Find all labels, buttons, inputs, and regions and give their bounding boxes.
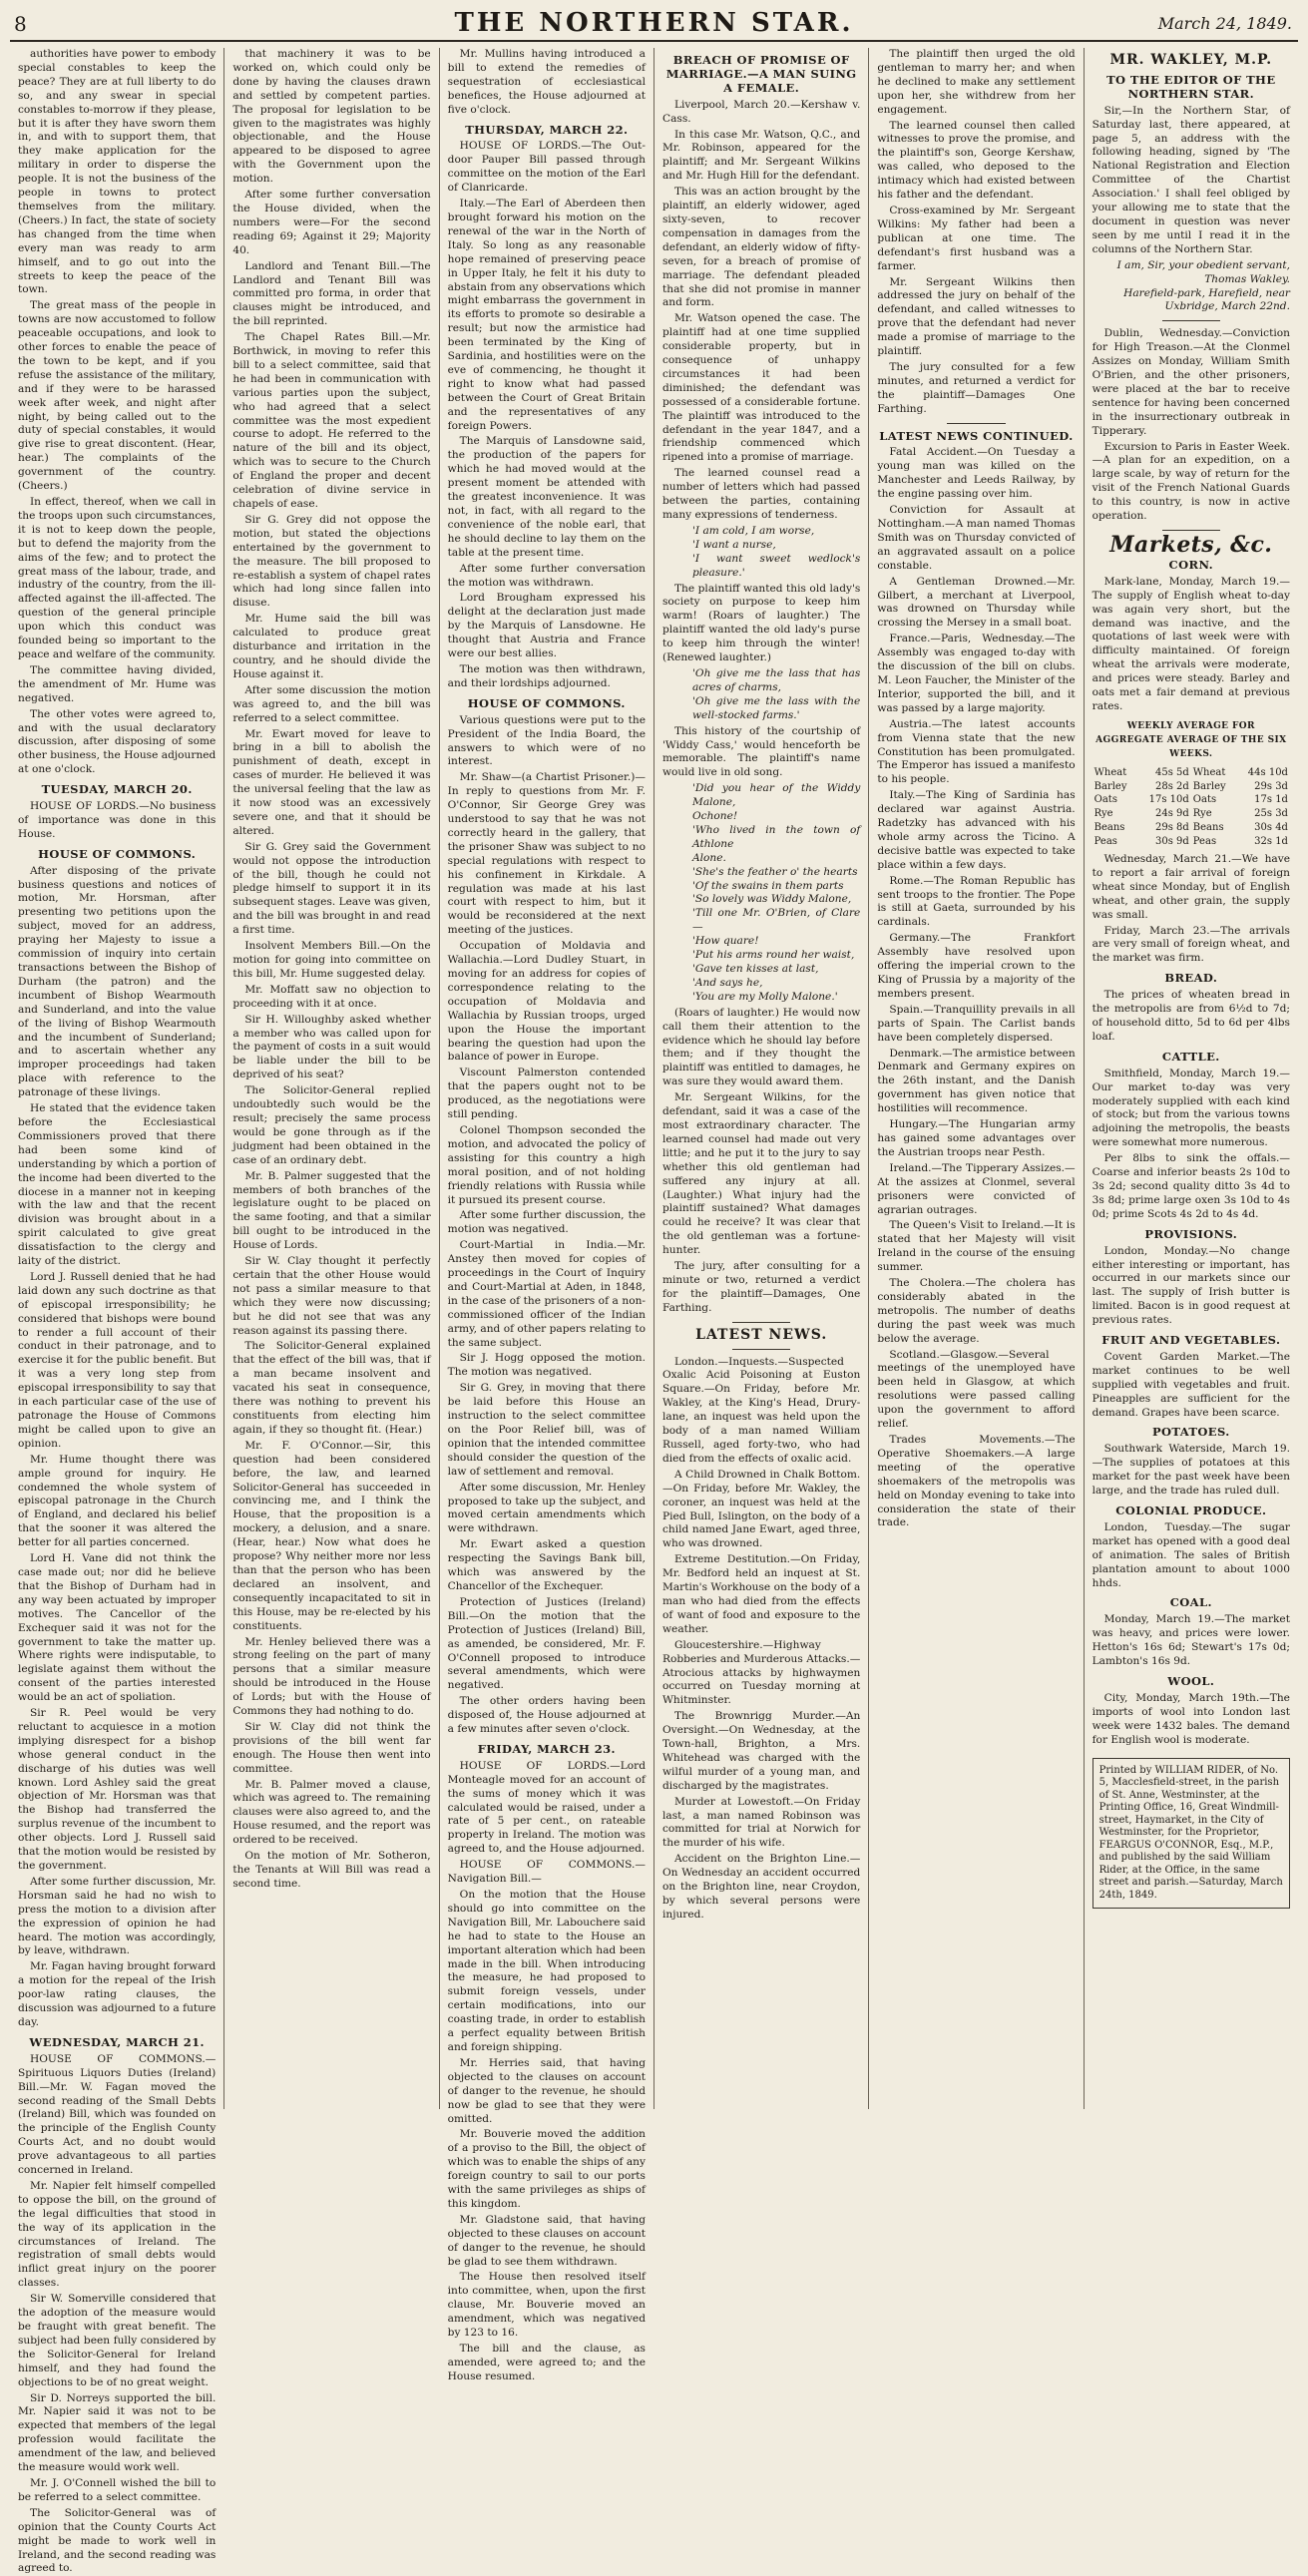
paragraph: Spain.—Tranquillity prevails in all parts of Spain. The Carlist bands have been completely dispersed. xyxy=(877,1003,1076,1044)
table-cell: 32s 1d xyxy=(1254,836,1288,848)
page-number: 8 xyxy=(14,12,27,36)
paragraph: The committee having divided, the amendment of Mr. Hume was negatived. xyxy=(18,663,217,704)
verse-line: 'Till one Mr. O'Brien, of Clare— xyxy=(691,907,861,934)
paragraph: Mr. Napier felt himself compelled to oppose the bill, on the ground of the legal difficulties that stood in the way of its application in the circumstances of Ireland. The registration of small debts would inflict great injury on the poorer classes. xyxy=(18,2179,217,2290)
verse-line: Alone. xyxy=(691,851,726,864)
table-cell: Beans xyxy=(1093,822,1125,834)
article-heading: BREACH OF PROMISE OF MARRIAGE.—A MAN SUING A FEMALE. xyxy=(665,53,857,95)
paragraph: The other votes were agreed to, and with the usual declaratory discussion, after disposing of some other business, the House adjourned at one o'clock. xyxy=(18,707,217,776)
paragraph: Scotland.—Glasgow.—Several meetings of the unemployed have been held in Glasgow, at which resolutions were passed calling upon the government to afford relief. xyxy=(877,1348,1076,1431)
article-heading: MR. WAKLEY, M.P. xyxy=(1109,52,1273,68)
paragraph: London, Tuesday.—The sugar market has opened with a good deal of animation. The sales of British plantation amount to about 1000 hhds. xyxy=(1091,1520,1290,1589)
paragraph: The bill and the clause, as amended, were agreed to; and the House resumed. xyxy=(447,2343,646,2382)
paragraph: The plaintiff wanted this old lady's society on purpose to keep him warm! (Roars of laughter.) The plaintiff wanted the old lady's purse to keep him through the winter! (Renewed laughter.) xyxy=(661,582,861,664)
paragraph: This was an action brought by the plaintiff, an elderly widower, aged sixty-seven, to recover compensation in damages from the defendant, an elderly widow of fifty-seven, for a breach of promise of marriage. The defendant pleaded that she did not promise in manner and form. xyxy=(661,186,861,309)
column-4 xyxy=(654,48,868,2109)
verse-line: 'Did you hear of the Widdy Malone, xyxy=(691,782,861,809)
column-1 xyxy=(10,48,223,2575)
paragraph: Mr. Hume said the bill was calculated to produce great disturbance and irritation in the country, and he should divide the House against it. xyxy=(232,613,431,680)
masthead xyxy=(10,8,1298,42)
paragraph: HOUSE OF COMMONS.—Spirituous Liquors Duties (Ireland) Bill.—Mr. W. Fagan moved the second reading of the Small Debts (Ireland) Bill, which was founded on the principle of the English County Courts Act, and no doubt would prove advantageous to all parties concerned in Ireland. xyxy=(18,2052,217,2177)
paragraph: Extreme Destitution.—On Friday, Mr. Bedford held an inquest at St. Martin's Workhouse on the body of a man who had died from the effects of want of food and exposure to the weather. xyxy=(661,1553,861,1635)
letter-body: Sir,—In the Northern Star, of Saturday last, there appeared, at page 5, an address with the following heading, signed by 'The National Registration and Election Committee of the Chartist Association.' I shall feel obliged by your allowing me to state that the document in question was never seen by me until I read it in the columns of the Northern Star. xyxy=(1091,104,1290,255)
section-heading: LATEST NEWS. xyxy=(695,1326,828,1343)
issue-date: March 24, 1849. xyxy=(1157,14,1292,33)
paragraph: On the motion of Mr. Sotheron, the Tenants at Will Bill was read a second time. xyxy=(232,1850,431,1890)
paragraph: Sir R. Peel would be very reluctant to acquiesce in a motion implying disrespect for a bishop whose general conduct in the discharge of his duties was well known. Lord Ashley said the great objection of Mr. Horsman was that the Bishop had transferred the surplus revenue of the incumbent to other objects. Lord J. Russell said that the motion would be resisted by the government. xyxy=(18,1707,217,1872)
paragraph: The other orders having been disposed of, the House adjourned at a few minutes after seven o'clock. xyxy=(447,1695,646,1736)
newspaper-title: THE NORTHERN STAR. xyxy=(454,8,854,38)
paragraph: authorities have power to embody special constables to keep the peace? They are at full liberty to do so, and any swear in special constables to-morrow if they please, but it is after they have sworn them in, and with to support them, that they make application for the military in order to disperse the people. It is not the business of the people in towns to protect themselves from the military. (Cheers.) In fact, the state of society has changed from the time when every man was ready to arm himself, and to go out into the streets to keep the peace of the town. xyxy=(18,48,217,296)
paragraph: Cross-examined by Mr. Sergeant Wilkins: My father had been a publican at one time. The defendant's first husband was a farmer. xyxy=(877,204,1076,272)
paragraph: Mr. Mullins having introduced a bill to extend the remedies of sequestration of ecclesiastical benefices, the House adjourned at five o'clock. xyxy=(447,48,646,116)
columns xyxy=(10,48,1298,2575)
paragraph: Sir W. Clay thought it perfectly certain that the other House would not pass a similar measure to that which they were now discussing; but he did not see that was any reason against its passing there. xyxy=(232,1255,431,1337)
paragraph: The learned counsel then called witnesses to prove the promise, and the plaintiff's son, George Kershaw, was called, who deposed to the intimacy which had existed between his father and the defendant. xyxy=(877,119,1076,202)
printer-imprint: Printed by WILLIAM RIDER, of No. 5, Macclesfield-street, in the parish of St. Anne, Westminster, at the Printing Office, 16, Great Windmill-street, Haymarket, in the City of Westminster, for the Proprietor, FEARGUS O'CONNOR, Esq., M.P., and published by the said William Rider, at the Office, in the same street and parish.—Saturday, March 24th, 1849. xyxy=(1092,1758,1290,1910)
divider xyxy=(732,1349,790,1350)
paragraph: Mr. Sergeant Wilkins then addressed the jury on behalf of the defendant, and called witnesses to prove that the defendant had never made a promise of marriage to the plaintiff. xyxy=(877,275,1076,358)
paragraph: Mr. B. Palmer suggested that the members of both branches of the legislature ought to be placed on the same footing, and that a similar bill ought to be introduced in the House of Lords. xyxy=(232,1169,431,1252)
verse-line: 'I am cold, I am worse, xyxy=(691,524,815,537)
paragraph: Ireland.—The Tipperary Assizes.—At the assizes at Clonmel, several prisoners were convicted of agrarian outrages. xyxy=(877,1161,1076,1216)
paragraph: Sir W. Clay did not think the provisions of the bill went far enough. The House then went into committee. xyxy=(232,1720,431,1775)
paragraph: The Solicitor-General replied undoubtedly such would be the result; precisely the same process would be gone through as if the judgment had been obtained in the case of an ordinary debt. xyxy=(232,1084,431,1166)
divider xyxy=(1162,320,1220,321)
verse-line: 'Who lived in the town of Athlone xyxy=(691,823,861,850)
paragraph: In this case Mr. Watson, Q.C., and Mr. Robinson, appeared for the plaintiff; and Mr. Sergeant Wilkins and Mr. Hugh Hill for the defendant. xyxy=(661,128,861,183)
paragraph: (Roars of laughter.) He would now call them their attention to the evidence which he should lay before them; and if they thought the plaintiff was entitled to damages, he was sure they would award them. xyxy=(661,1006,861,1088)
section-heading: WEDNESDAY, MARCH 21. xyxy=(29,2034,205,2049)
paragraph: Excursion to Paris in Easter Week.—A plan for an expedition, on a large scale, by way of return for the visit of the French National Guards to this country, is now in active operation. xyxy=(1091,440,1290,523)
verse-line: 'Oh give me the lass with the well-stocked farms.' xyxy=(691,694,861,721)
table-row xyxy=(1092,835,1290,849)
paragraph: City, Monday, March 19th.—The imports of wool into London last week were 1432 bales. The demand for English wool is moderate. xyxy=(1091,1691,1290,1746)
paragraph: France.—Paris, Wednesday.—The Assembly was engaged to-day with the discussion of the bill on clubs. M. Leon Faucher, the Minister of the Interior, supported the bill, and it was passed by a large majority. xyxy=(877,633,1076,714)
paragraph: The prices of wheaten bread in the metropolis are from 6½d to 7d; of household ditto, 5d to 6d per 4lbs loaf. xyxy=(1091,989,1290,1043)
verse-line: 'Oh give me the lass that has acres of charms, xyxy=(691,666,861,693)
paragraph: This history of the courtship of 'Widdy Cass,' would henceforth be memorable. The plaintiff's name would live in old song. xyxy=(661,724,861,779)
paragraph: He stated that the evidence taken before the Ecclesiastical Commissioners proved that there had been some kind of understanding by which a portion of the income had been diverted to the diocese in a manner not in keeping with the law and that the recent division was brought about in a spirit calculated to give great dissatisfaction to the clergy and laity of the district. xyxy=(18,1102,217,1268)
paragraph: Italy.—The Earl of Aberdeen then brought forward his motion on the renewal of the war in the North of Italy. So long as any reasonable hope remained of preserving peace in Upper Italy, he felt it his duty to abstain from any observations which might embarrass the government in its efforts to promote so desirable a result; but now the armistice had been terminated by the King of Sardinia, and hostilities were on the eve of commencing, he thought it right to know what had passed between the Court of Great Britain and the representatives of any foreign Powers. xyxy=(447,198,646,432)
paragraph: Occupation of Moldavia and Wallachia.—Lord Dudley Stuart, in moving for an address for copies of correspondence relating to the occupation of Moldavia and Wallachia by Russian troops, urged upon the House the important bearing the question had upon the balance of power in Europe. xyxy=(447,940,646,1064)
paragraph: Covent Garden Market.—The market continues to be well supplied with vegetables and fruit. Pineapples are sufficient for the demand. Grapes have been scarce. xyxy=(1091,1350,1290,1419)
verse-line: 'I want sweet wedlock's pleasure.' xyxy=(691,552,861,579)
paragraph: In effect, thereof, when we call in the troops upon such circumstances, it is not to keep down the people, but to defend the majority from the aims of the few; and to protect the great mass of the labour, trade, and industry of the country, from the ill-affected against the ill-affected. The question of the general principle upon which this conduct was founded being so important to the peace and welfare of the community. xyxy=(18,496,217,660)
paragraph: Mr. Ewart moved for leave to bring in a bill to abolish the punishment of death, except in cases of murder. He believed it was the universal feeling that the law as it now stood was an excessively severe one, and that it should be altered. xyxy=(232,727,431,837)
table-cell: 30s 4d xyxy=(1254,822,1288,834)
paragraph: HOUSE OF LORDS.—No business of importance was done in this House. xyxy=(18,800,217,840)
paragraph: The jury consulted for a few minutes, and returned a verdict for the plaintiff—Damages One Farthing. xyxy=(877,360,1076,415)
letter-address: Harefield-park, Harefield, near Uxbridge, March 22nd. xyxy=(1123,286,1290,313)
paragraph: Per 8lbs to sink the offals.—Coarse and inferior beasts 2s 10d to 3s 2d; second quality ditto 3s 4d to 3s 8d; prime large oxen 3s 10d to 4s 0d; prime Scots 4s 2d to 4s 4d. xyxy=(1091,1152,1290,1220)
section-heading: COLONIAL PRODUCE. xyxy=(1115,1503,1267,1517)
paragraph: The Marquis of Lansdowne said, the production of the papers for which he had moved would at the present moment be attended with the greatest inconvenience. It was not, in fact, with all regard to the convenience of the noble earl, that he should decline to lay them on the table at the present time. xyxy=(447,435,646,559)
table-row xyxy=(1092,780,1290,794)
table-cell: 28s 2d xyxy=(1154,780,1189,792)
paragraph: HOUSE OF LORDS.—The Out-door Pauper Bill passed through committee on the motion of the Earl of Clanricarde. xyxy=(447,140,646,195)
table-cell: Barley xyxy=(1192,780,1226,792)
table-cell: 17s 1d xyxy=(1254,794,1288,806)
paragraph: Liverpool, March 20.—Kershaw v. Cass. xyxy=(661,98,861,125)
paragraph: After some further discussion, Mr. Horsman said he had no wish to press the motion to a division after the expression of opinion he had heard. The motion was accordingly, by leave, withdrawn. xyxy=(18,1875,217,1957)
verse-line: 'Gave ten kisses at last, xyxy=(691,963,819,975)
paragraph: The jury, after consulting for a minute or two, returned a verdict for the plaintiff—Damages, One Farthing. xyxy=(661,1260,861,1314)
paragraph: Fatal Accident.—On Tuesday a young man was killed on the Manchester and Leeds Railway, by the engine passing over him. xyxy=(877,446,1076,501)
paragraph: Smithfield, Monday, March 19.—Our market to-day was very moderately supplied with each kind of stock; but from the various towns adjoining the metropolis, the beasts were somewhat more numerous. xyxy=(1091,1067,1290,1149)
paragraph: Mr. Shaw—(a Chartist Prisoner.)—In reply to questions from Mr. F. O'Connor, Sir George Grey was understood to say that he was not correctly heard in the gallery, that the prisoner Shaw was subject to no special regulations with respect to his confinement in Kirkdale. A regulation was made at his last court with respect to him, but it would be reconsidered at the next meeting of the justices. xyxy=(447,771,646,937)
verse-line: 'She's the feather o' the hearts xyxy=(691,865,858,878)
section-heading: CORN. xyxy=(1168,557,1214,572)
paragraph: Mr. Henley believed there was a strong feeling on the part of many persons that a similar measure should be introduced in the House of Lords; but with the House of Commons they had nothing to do. xyxy=(232,1635,431,1718)
paragraph: Sir J. Hogg opposed the motion. The motion was negatived. xyxy=(447,1352,646,1379)
paragraph: Protection of Justices (Ireland) Bill.—On the motion that the Protection of Justices (Ireland) Bill, as amended, be considered, Mr. F. O'Connell proposed to introduce several amendments, which were negatived. xyxy=(447,1595,646,1692)
paragraph: that machinery it was to be worked on, which could only be done by having the clauses drawn and settled by competent parties. The proposal for legislation to be given to the magistrates was highly objectionable, and the House appeared to be disposed to agree with the Government upon the motion. xyxy=(232,48,431,186)
verse-block xyxy=(692,667,860,723)
section-heading: THURSDAY, MARCH 22. xyxy=(465,122,629,137)
paragraph: Mr. Moffatt saw no objection to proceeding with it at once. xyxy=(232,983,431,1010)
paragraph: Colonel Thompson seconded the motion, and advocated the policy of assisting for this country a high moral position, and of not holding friendly relations with Russia while it pursued its present course. xyxy=(447,1123,646,1206)
verse-line: 'And says he, xyxy=(691,976,763,989)
paragraph: Mr. J. O'Connell wished the bill to be referred to a select committee. xyxy=(18,2476,217,2503)
paragraph: The Chapel Rates Bill.—Mr. Borthwick, in moving to refer this bill to a select committee, said that he had been in communication with various parties upon the subject, who had agreed that a select committee was the most expedient course to adopt. He referred to the nature of the bill and its object, which was to secure to the Church of England the proper and decent celebration of divine service in chapels of ease. xyxy=(232,331,431,510)
paragraph: The Solicitor-General explained that the effect of the bill was, that if a man became insolvent and vacated his seat in consequence, there was nothing to prevent his constituents from electing him again, if they so thought fit. (Hear.) xyxy=(232,1340,431,1436)
section-heading: CATTLE. xyxy=(1161,1049,1220,1064)
paragraph: A Child Drowned in Chalk Bottom.—On Friday, before Mr. Wakley, the coroner, an inquest was held at the Pied Bull, Islington, on the body of a child named Jane Ewart, aged three, who was drowned. xyxy=(661,1468,861,1550)
table-cell: 29s 3d xyxy=(1254,780,1288,792)
divider xyxy=(732,1322,790,1323)
paragraph: Mark-lane, Monday, March 19.—The supply of English wheat to-day was again very short, but the demand was inactive, and the quotations of last week were with difficulty maintained. Of foreign wheat the arrivals were moderate, and prices were steady. Barley and oats met a fair demand at previous rates. xyxy=(1091,575,1290,712)
paragraph: Trades Movements.—The Operative Shoemakers.—A large meeting of the operative shoemakers of the metropolis was held on Monday evening to take into consideration the state of their trade. xyxy=(877,1434,1076,1529)
paragraph: Southwark Waterside, March 19.—The supplies of potatoes at this market for the past week have been large, and the trade has ruled dull. xyxy=(1091,1443,1290,1498)
verse-line: Ochone! xyxy=(691,810,738,823)
paragraph: Friday, March 23.—The arrivals are very small of foreign wheat, and the market was firm. xyxy=(1091,924,1290,965)
table-cell: 44s 10d xyxy=(1247,766,1288,778)
paragraph: Mr. Watson opened the case. The plaintiff had at one time supplied considerable property, but in consequence of unhappy circumstances it had been diminished; the defendant was possessed of a considerable fortune. The plaintiff was introduced to the defendant in the year 1847, and a friendship commenced which ripened into a promise of marriage. xyxy=(661,312,861,464)
section-heading: HOUSE OF COMMONS. xyxy=(38,846,197,861)
verse-line: 'So lovely was Widdy Malone, xyxy=(691,893,852,906)
paragraph: The Solicitor-General was of opinion that the County Courts Act might be made to work well in Ireland, and the second reading was agreed to. xyxy=(18,2506,217,2575)
paragraph: Austria.—The latest accounts from Vienna state that the new Constitution has been promulgated. The Emperor has issued a manifesto to his people. xyxy=(877,717,1076,786)
paragraph: Hungary.—The Hungarian army has gained some advantages over the Austrian troops near Pesth. xyxy=(877,1118,1076,1158)
paragraph: Germany.—The Frankfort Assembly have resolved upon offering the imperial crown to the King of Prussia by a majority of the members present. xyxy=(877,932,1076,1000)
paragraph: The great mass of the people in towns are now accustomed to follow peaceable occupations, and look to other forces to enable the peace of the town to be kept, and if you refuse the assistance of the military, and if they were to be harassed week after week, and night after night, by being called out to the duty of special constables, it would give rise to great discontent. (Hear, hear.) The complaints of the government of the country. (Cheers.) xyxy=(18,299,217,493)
paragraph: The Queen's Visit to Ireland.—It is stated that her Majesty will visit Ireland in the course of the ensuing summer. xyxy=(877,1219,1076,1274)
paragraph: Conviction for Assault at Nottingham.—A man named Thomas Smith was on Thursday convicted of an aggravated assault on a police constable. xyxy=(877,504,1076,572)
divider xyxy=(947,423,1005,424)
paragraph: Mr. B. Palmer moved a clause, which was agreed to. The remaining clauses were also agreed to, and the House resumed, and the report was ordered to be received. xyxy=(232,1778,431,1847)
section-heading: Markets, &c. xyxy=(1109,532,1273,558)
table-cell: Beans xyxy=(1192,822,1224,834)
section-heading: LATEST NEWS CONTINUED. xyxy=(879,428,1074,443)
paragraph: Sir G. Grey did not oppose the motion, but stated the objections entertained by the government to the measure. The bill proposed to re-establish a system of chapel rates which had long since fallen into disuse. xyxy=(232,513,431,610)
verse-line: 'Put his arms round her waist, xyxy=(691,949,855,962)
section-heading: FRUIT AND VEGETABLES. xyxy=(1101,1333,1281,1348)
table-cell: 30s 9d xyxy=(1154,836,1189,848)
paragraph: The Brownrigg Murder.—An Oversight.—On Wednesday, at the Town-hall, Brighton, a Mrs. Whitehead was charged with the wilful murder of a young man, and discharged by the magistrates. xyxy=(661,1710,861,1792)
section-heading: BREAD. xyxy=(1164,971,1218,986)
verse-line: 'You are my Molly Malone.' xyxy=(691,990,838,1003)
paragraph: HOUSE OF COMMONS.—Navigation Bill.— xyxy=(447,1859,646,1886)
paragraph: Sir G. Grey said the Government would not oppose the introduction of the bill, though he could not pledge himself to support it in its subsequent stages. Leave was given, and the bill was brought in and read a first time. xyxy=(232,840,431,937)
column-5 xyxy=(868,48,1083,2109)
paragraph: After disposing of the private business questions and notices of motion, Mr. Horsman, after presenting two petitions upon the subject, moved for an address, praying her Majesty to issue a commission of inquiry into certain transactions between the Bishop of Durham (the patron) and the incumbent of Bishop Wearmouth and Sunderland, and into the value of the living of Bishop Wearmouth and the incumbent of Sunderland; and to ascertain whether any improper proceedings had taken place with reference to the patronage of these livings. xyxy=(18,864,217,1099)
paragraph: Mr. Gladstone said, that having objected to these clauses on account of danger to the revenue, he should be glad to see them withdrawn. xyxy=(447,2213,646,2268)
table-cell: 29s 8d xyxy=(1154,822,1189,834)
paragraph: London.—Inquests.—Suspected Oxalic Acid Poisoning at Euston Square.—On Friday, before Mr. Wakley, at the King's Head, Drury-lane, an inquest was held upon the body of a man named William Russell, aged forty-two, who had died from the effects of oxalic acid. xyxy=(661,1355,861,1465)
paragraph: Lord J. Russell denied that he had laid down any such doctrine as that of episcopal irresponsibility; he considered that bishops were bound to render a full account of their conduct in their patronage, and to exercise it for the public benefit. But it was a very long step from episcopal irresponsibility to say that in each particular case of the use of patronage the House of Commons might be called upon to give an opinion. xyxy=(18,1270,217,1450)
paragraph: Mr. Herries said, that having objected to the clauses on account of danger to the revenue, he should now be glad to see that they were omitted. xyxy=(447,2056,646,2125)
grain-averages-table xyxy=(1092,766,1290,849)
section-heading: POTATOES. xyxy=(1151,1425,1230,1440)
paragraph: Court-Martial in India.—Mr. Anstey then moved for copies of proceedings in the Court of Inquiry and Court-Martial at Aden, in 1848, in the case of the prisoners of a non-commissioned officer of the Indian army, and of other papers relating to the same subject. xyxy=(447,1239,646,1349)
paragraph: A Gentleman Drowned.—Mr. Gilbert, a merchant at Liverpool, was drowned on Thursday while crossing the Mersey in a small boat. xyxy=(877,575,1076,630)
paragraph: Accident on the Brighton Line.—On Wednesday an accident occurred on the Brighton line, near Croydon, by which several persons were injured. xyxy=(661,1853,861,1921)
table-cell: Wheat xyxy=(1192,766,1226,778)
table-caption: WEEKLY AVERAGE FOR AGGREGATE AVERAGE OF THE SIX WEEKS. xyxy=(1095,720,1287,759)
paragraph: The motion was then withdrawn, and their lordships adjourned. xyxy=(447,662,646,689)
table-cell: Peas xyxy=(1192,836,1217,848)
section-heading: TO THE EDITOR OF THE NORTHERN STAR. xyxy=(1106,72,1276,101)
paragraph: Sir W. Somerville considered that the adoption of the measure would be fraught with great benefit. The subject had been fully considered by the Solicitor-General for Ireland himself, and they had found the objections to be of no great weight. xyxy=(18,2293,217,2388)
table-cell: Peas xyxy=(1093,836,1117,848)
table-cell: Rye xyxy=(1192,808,1212,820)
paragraph: Lord Brougham expressed his delight at the declaration just made by the Marquis of Lansdowne. He thought that Austria and France were our best allies. xyxy=(447,592,646,660)
paragraph: Mr. Ewart asked a question respecting the Savings Bank bill, which was answered by the Chancellor of the Exchequer. xyxy=(447,1538,646,1592)
paragraph: Sir G. Grey, in moving that there be laid before this House an instruction to the select committee on the Poor Relief bill, was of opinion that the intended committee should consider the question of the law of settlement and removal. xyxy=(447,1382,646,1478)
paragraph: Mr. Sergeant Wilkins, for the defendant, said it was a case of the most extraordinary character. The learned counsel had made out very little; and he put it to the jury to say whether this old gentleman had suffered any injury at all. (Laughter.) What injury had the plaintiff sustained? What damages could he receive? It was clear that the old gentleman was a fortune-hunter. xyxy=(661,1091,861,1257)
paragraph: After some further discussion, the motion was negatived. xyxy=(447,1209,646,1236)
paragraph: Sir H. Willoughby asked whether a member who was called upon for the payment of costs in a suit would be liable under the bill to be deprived of his seat? xyxy=(232,1013,431,1081)
table-cell: Rye xyxy=(1093,808,1113,820)
paragraph: Insolvent Members Bill.—On the motion for going into committee on this bill, Mr. Hume suggested delay. xyxy=(232,940,431,980)
paragraph: Monday, March 19.—The market was heavy, and prices were lower. Hetton's 16s 6d; Stewart's 17s 0d; Lambton's 16s 9d. xyxy=(1091,1613,1290,1668)
divider xyxy=(1162,530,1220,531)
table-cell: Barley xyxy=(1093,780,1127,792)
paragraph: After some discussion the motion was agreed to, and the bill was referred to a select committee. xyxy=(232,683,431,724)
paragraph: Mr. Hume thought there was ample ground for inquiry. He condemned the whole system of episcopal patronage in the Church of England, and declared his belief that the sooner it was altered the better for all parties concerned. xyxy=(18,1453,217,1549)
verse-block xyxy=(692,525,860,581)
table-row xyxy=(1092,807,1290,821)
paragraph: Various questions were put to the President of the India Board, the answers to which were of no interest. xyxy=(447,713,646,768)
paragraph: Mr. Fagan having brought forward a motion for the repeal of the Irish poor-law rating clauses, the discussion was adjourned to a future day. xyxy=(18,1960,217,2028)
column-2 xyxy=(223,48,438,2109)
paragraph: Mr. Bouverie moved the addition of a proviso to the Bill, the object of which was to enable the ships of any foreign country to sail to our ports with the same privileges as ships of this kingdom. xyxy=(447,2128,646,2210)
paragraph: After some further conversation the House divided, when the numbers were—For the second reading 69; Against it 29; Majority 40. xyxy=(232,189,431,256)
paragraph: Lord H. Vane did not think the case made out; nor did he believe that the Bishop of Durham had in any way been actuated by improper motives. The Cancellor of the Exchequer said it was not for the government to take the matter up. Where rights were indisputable, to legislate against them without the consent of the parties interested would be an act of spoliation. xyxy=(18,1552,217,1704)
paragraph: Denmark.—The armistice between Denmark and Germany expires on the 26th instant, and the Danish government has given notice that hostilities will recommence. xyxy=(877,1047,1076,1115)
letter-closing: I am, Sir, your obedient servant, xyxy=(1116,258,1290,271)
column-6 xyxy=(1084,48,1298,2109)
paragraph: After some discussion, Mr. Henley proposed to take up the subject, and moved certain amendments which were withdrawn. xyxy=(447,1481,646,1535)
paragraph: Mr. F. O'Connor.—Sir, this question had been considered before, the law, and learned Solicitor-General has succeeded in convincing me, and I think the House, that the proposition is a mockery, a delusion, and a snare. (Hear, hear.) Now what does he propose? Why neither more nor less than that the person who has been declared an insolvent, and consequently incapacitated to sit in this House, may be re-elected by his constituents. xyxy=(232,1439,431,1632)
section-heading: HOUSE OF COMMONS. xyxy=(467,695,626,710)
table-cell: 45s 5d xyxy=(1154,766,1189,778)
table-cell: Oats xyxy=(1192,794,1217,806)
paragraph: The Cholera.—The cholera has considerably abated in the metropolis. The number of deaths during the past week was much below the average. xyxy=(877,1277,1076,1345)
table-cell: 24s 9d xyxy=(1154,808,1189,820)
paragraph: Rome.—The Roman Republic has sent troops to the frontier. The Pope is still at Gaeta, surrounded by his cardinals. xyxy=(877,874,1076,929)
section-heading: WOOL. xyxy=(1167,1673,1215,1688)
column-3 xyxy=(439,48,654,2382)
paragraph: The learned counsel read a number of letters which had passed between the parties, containing many expressions of tenderness. xyxy=(661,467,861,521)
paragraph: Gloucestershire.—Highway Robberies and Murderous Attacks.—Atrocious attacks by highwaymen occurred on Tuesday morning at Whitminster. xyxy=(661,1638,861,1707)
letter-signature: Thomas Wakley. xyxy=(1204,272,1290,285)
paragraph: On the motion that the House should go into committee on the Navigation Bill, Mr. Labouchere said he had to state to the House an important alteration which had been made in the bill. When introducing the measure, he had proposed to submit foreign vessels, under certain modifications, into our coasting trade, in order to establish a perfect equality between British and foreign shipping. xyxy=(447,1889,646,2053)
paragraph: Wednesday, March 21.—We have to report a fair arrival of foreign wheat since Monday, but of English wheat, and other grain, the supply was small. xyxy=(1091,853,1290,921)
paragraph: The House then resolved itself into committee, when, upon the first clause, Mr. Bouverie moved an amendment, which was negatived by 123 to 16. xyxy=(447,2271,646,2340)
paragraph: London, Monday.—No change either interesting or important, has occurred in our markets since our last. The supply of Irish butter is limited. Bacon is in good request at previous rates. xyxy=(1091,1244,1290,1327)
table-row xyxy=(1092,766,1290,780)
table-cell: 25s 3d xyxy=(1254,808,1288,820)
section-heading: TUESDAY, MARCH 20. xyxy=(41,782,193,797)
paragraph: After some further conversation the motion was withdrawn. xyxy=(447,562,646,589)
section-heading: FRIDAY, MARCH 23. xyxy=(477,1741,616,1756)
table-cell: 17s 10d xyxy=(1148,794,1189,806)
paragraph: Viscount Palmerston contended that the papers ought not to be produced, as the negotiations were still pending. xyxy=(447,1067,646,1121)
paragraph: Landlord and Tenant Bill.—The Landlord and Tenant Bill was committed pro forma, in order that clauses might be introduced, and the bill reprinted. xyxy=(232,259,431,328)
paragraph: The plaintiff then urged the old gentleman to marry her; and when he declined to make any settlement upon her, she withdrew from her engagement. xyxy=(877,48,1076,116)
table-row xyxy=(1092,793,1290,807)
verse-line: 'How quare! xyxy=(691,935,759,948)
table-row xyxy=(1092,821,1290,835)
section-heading: PROVISIONS. xyxy=(1144,1226,1238,1241)
paragraph: Italy.—The King of Sardinia has declared war against Austria. Radetzky has advanced with his whole army across the Ticino. A decisive battle was expected to take place within a few days. xyxy=(877,789,1076,871)
paragraph: Murder at Lowestoft.—On Friday last, a man named Robinson was committed for trial at Norwich for the murder of his wife. xyxy=(661,1795,861,1850)
paragraph: Dublin, Wednesday.—Conviction for High Treason.—At the Clonmel Assizes on Monday, William Smith O'Brien, and the other prisoners, were placed at the bar to receive sentence for having been concerned in the insurrectionary outbreak in Tipperary. xyxy=(1091,327,1290,437)
paragraph: HOUSE OF LORDS.—Lord Monteagle moved for an account of the sums of money which it was calculated would be raised, under a rate of 5 per cent., on rateable property in Ireland. The motion was agreed to, and the House adjourned. xyxy=(447,1759,646,1856)
paragraph: Sir D. Norreys supported the bill. Mr. Napier said it was not to be expected that members of the legal profession would facilitate the amendment of the law, and believed the measure would work well. xyxy=(18,2391,217,2474)
table-cell: Wheat xyxy=(1093,766,1127,778)
table-cell: Oats xyxy=(1093,794,1117,806)
section-heading: COAL. xyxy=(1169,1595,1212,1610)
verse-line: 'I want a nurse, xyxy=(691,538,776,551)
verse-block xyxy=(692,782,860,1005)
verse-line: 'Of the swains in them parts xyxy=(691,879,844,892)
